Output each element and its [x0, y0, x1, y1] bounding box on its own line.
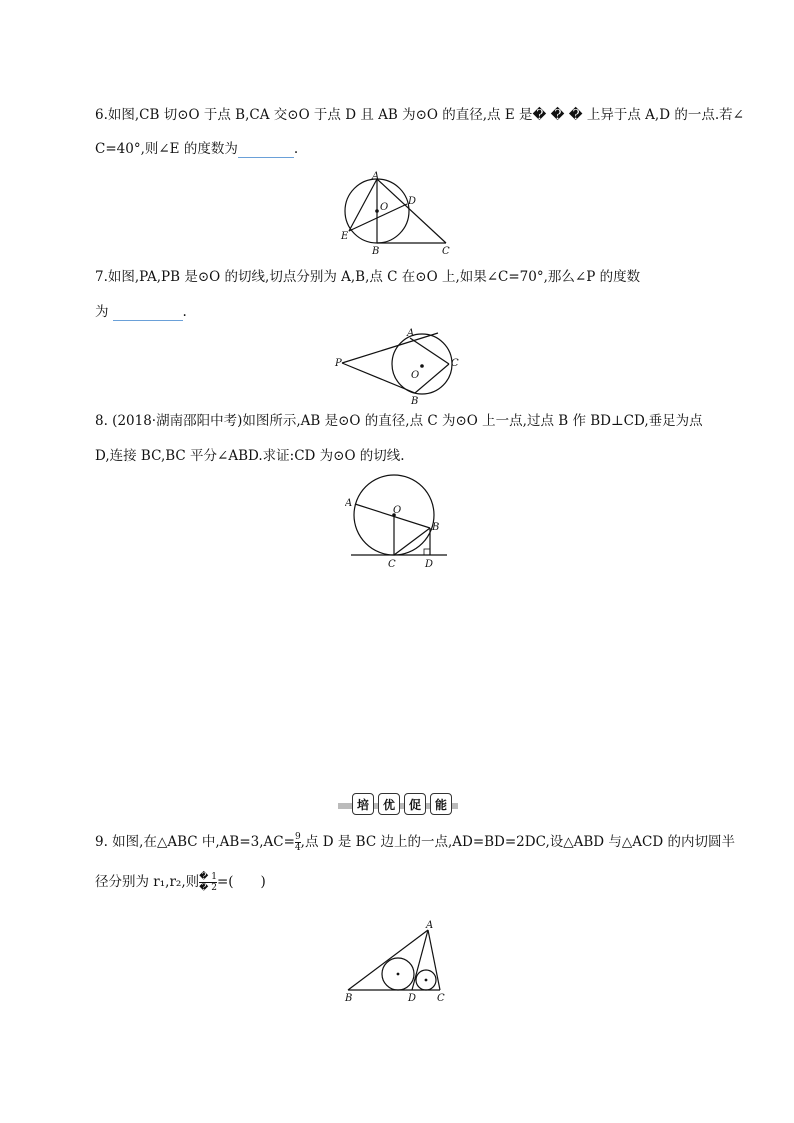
- q9-ratio-num: � 1: [199, 872, 217, 882]
- q9-incenter-2: [425, 979, 428, 982]
- q7-line2: [95, 303, 187, 321]
- section-banner: [338, 793, 458, 815]
- q7-tangent-pa: [342, 333, 438, 363]
- q6-chord-ed: [349, 204, 407, 231]
- banner-char: 优: [378, 793, 400, 815]
- q8-label-d: D: [425, 559, 434, 570]
- q6-line1: 6.如图,CB 切⊙O 于点 B,CA 交⊙O 于点 D 且 AB 为⊙O 的直径,点 E 是� � � 上异于点 A,D 的一点.若∠: [95, 107, 744, 123]
- q6-label-e: E: [341, 231, 349, 242]
- q7-line1: 7.如图,PA,PB 是⊙O 的切线,切点分别为 A,B,点 C 在⊙O 上,如果∠C=70°,那么∠P 的度数: [95, 269, 641, 285]
- banner-char: 促: [404, 793, 426, 815]
- q7-line2-text: 为: [95, 304, 109, 320]
- q6-line2: [95, 140, 298, 158]
- q9-line2: [95, 872, 266, 893]
- q8-right-angle-mark: [424, 549, 430, 555]
- q8-line1: 8. (2018·湖南邵阳中考)如图所示,AB 是⊙O 的直径,点 C 为⊙O 上一点,过点 B 作 BD⊥CD,垂足为点: [95, 413, 703, 429]
- q6-label-d: D: [408, 196, 417, 207]
- q6-label-c: C: [442, 246, 450, 257]
- banner-char: 培: [352, 793, 374, 815]
- q7-chord-bc: [415, 364, 449, 393]
- q7-label-o: O: [411, 370, 420, 381]
- q6-center-dot: [375, 209, 379, 213]
- q6-label-b: B: [372, 246, 380, 257]
- q8-label-a: A: [345, 498, 353, 509]
- q8-line2: D,连接 BC,BC 平分∠ABD.求证:CD 为⊙O 的切线.: [95, 448, 405, 464]
- q9-label-d: D: [408, 993, 417, 1004]
- q9-line1: [95, 832, 735, 853]
- q6-end: .: [293, 141, 299, 157]
- q9-line1-b: ,点 D 是 BC 边上的一点,AD=BD=2DC,设△ABD 与△ACD 的内切圆半: [300, 834, 735, 850]
- q9-line2-a: 径分别为 r₁,r₂,则: [95, 874, 200, 890]
- q9-ratio-den: � 2: [199, 883, 217, 893]
- q9-side-ac: [428, 930, 440, 990]
- q7-label-p: P: [335, 358, 342, 369]
- q7-tangent-pb: [342, 363, 415, 393]
- q7-label-b: B: [411, 396, 419, 406]
- banner-chars: [352, 793, 452, 815]
- q7-label-c: C: [451, 358, 459, 369]
- q7-figure: [330, 326, 470, 406]
- q7-circle: [392, 334, 452, 394]
- q9-figure: [340, 918, 450, 1006]
- q6-chord-ae: [349, 179, 377, 231]
- q7-label-a: A: [407, 328, 415, 339]
- q7-end: .: [182, 304, 187, 320]
- q9-label-c: C: [437, 993, 445, 1004]
- q9-line1-a: 9. 如图,在△ABC 中,AB=3,AC=: [95, 834, 295, 850]
- q9-ac-den: 4: [294, 843, 301, 853]
- q9-ratio-fraction: [199, 872, 217, 893]
- q9-label-a: A: [426, 920, 434, 931]
- q6-figure: [330, 168, 460, 258]
- q8-label-c: C: [388, 559, 396, 570]
- q9-line2-b: =( ): [216, 874, 266, 890]
- q9-incenter-1: [397, 973, 400, 976]
- q6-label-o: O: [380, 202, 389, 213]
- q9-label-b: B: [345, 993, 353, 1004]
- q8-label-o: O: [393, 505, 402, 516]
- q6-line2-text: C=40°,则∠E 的度数为: [95, 141, 238, 157]
- q9-ac-num: 9: [294, 832, 301, 842]
- banner-char: 能: [430, 793, 452, 815]
- q7-answer-blank[interactable]: [113, 320, 183, 321]
- q8-figure: [345, 472, 455, 572]
- q7-center-dot: [420, 364, 424, 368]
- q6-label-a: A: [372, 171, 380, 182]
- q8-label-b: B: [432, 522, 440, 533]
- q6-answer-blank[interactable]: [238, 157, 294, 158]
